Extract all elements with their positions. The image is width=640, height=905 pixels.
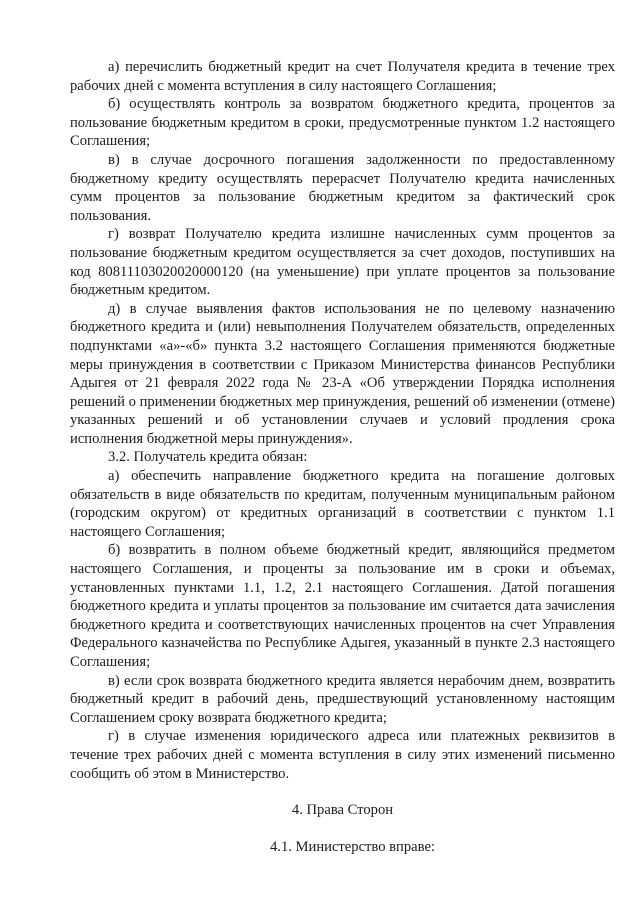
document-page bbox=[70, 58, 615, 856]
clause-3-1-item-b: б) осуществлять контроль за возвратом бюджетного кредита, процентов за пользование бюджетным кредитом в сроки, предусмотренные пунктом 1.2 настоящего Соглашения; bbox=[70, 96, 615, 150]
section-4-title: 4. Права Сторон bbox=[291, 802, 394, 819]
clause-4-1-title: 4.1. Министерство вправе: bbox=[270, 838, 435, 855]
clause-3-1-item-v: в) в случае досрочного погашения задолженности по предоставленному бюджетному кредиту осуществлять перерасчет Получателю кредита начисленных сумм процентов за пользование бюджетным кредитом за фактический срок пользования. bbox=[70, 151, 615, 224]
clause-3-2-item-g: г) в случае изменения юридического адреса или платежных реквизитов в течение трех рабочих дней с момента вступления в силу этих изменений письменно сообщить об этом в Министерство. bbox=[70, 728, 615, 782]
clause-3-2-item-a: а) обеспечить направление бюджетного кредита на погашение долговых обязательств в виде обязательств по кредитам, полученным муниципальным районом (городским округом) от кредитных организаций в соответствии с пунктом 1.1 настоящего Соглашения; bbox=[70, 468, 615, 540]
clause-3-1-item-d: д) в случае выявления фактов использования не по целевому назначению бюджетного кредита и (или) невыполнения Получателем обязательств, определенных подпунктами «а»-«б» пункта 3.2 настоящего Соглашения применяются бюджетные меры принуждения в соответствии с Приказом Министерства финансов Республики Адыгея от 21 февраля 2022 года № 23-А «Об утверждении Порядка исполнения решений о применении бюджетных мер принуждения, решений об изменении (отмене) указанных решений и об установлении случаев и условий продления срока исполнения бюджетной меры принуждения». bbox=[70, 300, 615, 447]
clause-3-1-item-a: а) перечислить бюджетный кредит на счет Получателя кредита в течение трех рабочих дней с момента вступления в силу настоящего Соглашения; bbox=[70, 59, 615, 94]
clause-3-2-item-v: в) если срок возврата бюджетного кредита является нерабочим днем, возвратить бюджетный кредит в рабочий день, предшествующий установленному настоящим Соглашением сроку возврата бюджетного кредита; bbox=[70, 672, 615, 726]
clause-3-2-title: 3.2. Получатель кредита обязан: bbox=[108, 449, 308, 466]
clause-3-2-item-b: б) возвратить в полном объеме бюджетный кредит, являющийся предметом настоящего Соглашения, и проценты за пользование им в сроки и объемах, установленных пунктами 1.1, 1.2, 2.1 настоящего Соглашения. Датой погашения бюджетного кредита и уплаты процентов за пользование им считается дата зачисления бюджетного кредита и соответствующих начисленных процентов на счет Управления Федерального казначейства по Республике Адыгея, указанный в пункте 2.3 настоящего Соглашения; bbox=[70, 542, 615, 670]
clause-3-1-item-g: г) возврат Получателю кредита излишне начисленных сумм процентов за пользование бюджетным кредитом осуществляется за счет доходов, поступивших на код 80811103020020000120 (на уменьшение) при уплате процентов за пользование бюджетным кредитом. bbox=[70, 226, 615, 299]
